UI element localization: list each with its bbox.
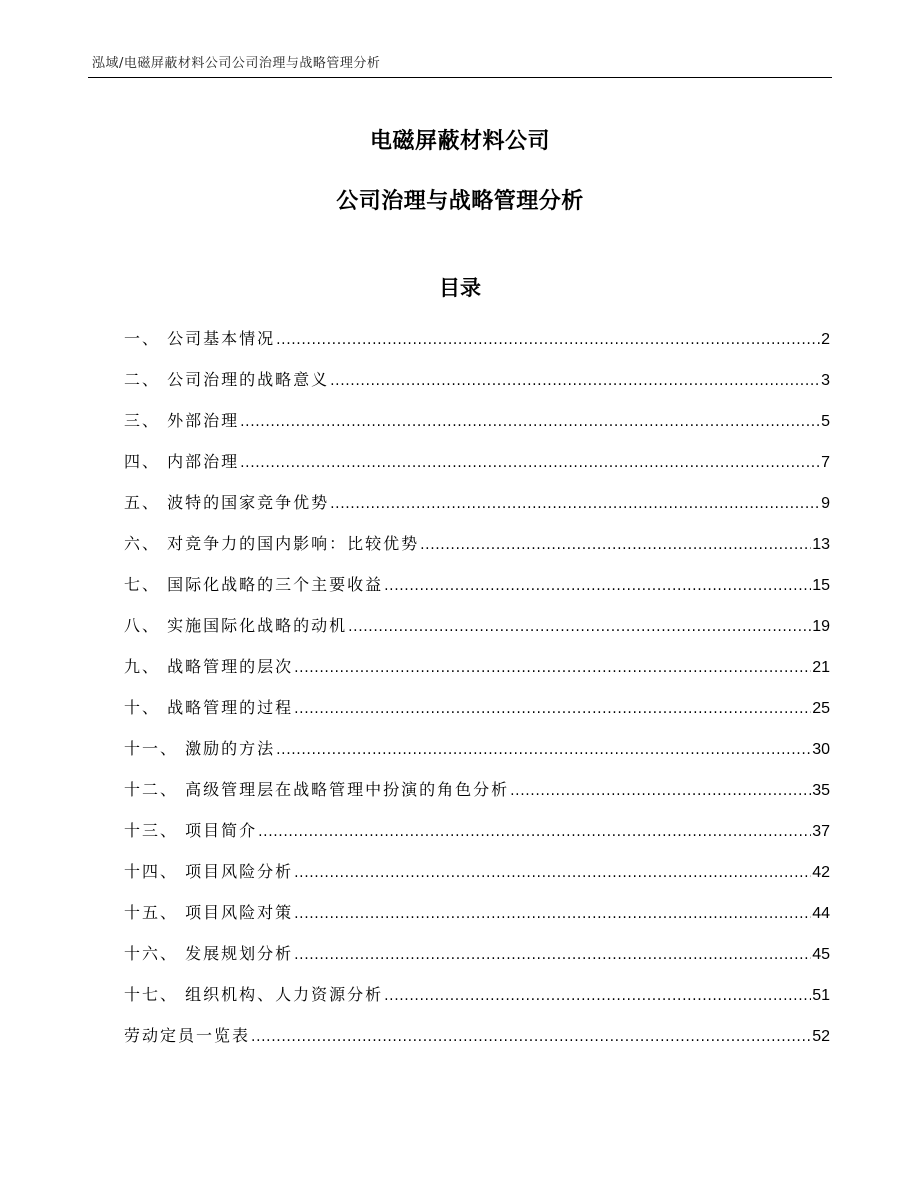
table-of-contents <box>124 325 830 1063</box>
toc-entry-11[interactable] <box>124 735 830 776</box>
toc-dot-leader <box>330 490 820 518</box>
toc-entry-number: 十四、 <box>124 862 186 881</box>
toc-entry-title: 项目风险分析 <box>185 862 294 881</box>
toc-entry-title: 项目简介 <box>185 821 258 840</box>
toc-dot-leader <box>294 900 811 928</box>
toc-entry-page: 19 <box>812 618 830 635</box>
toc-entry-13[interactable] <box>124 817 830 858</box>
toc-dot-leader <box>348 613 811 641</box>
toc-dot-leader <box>510 777 811 805</box>
toc-entry-page: 51 <box>812 987 830 1004</box>
toc-entry-6[interactable] <box>124 530 830 571</box>
toc-entry-page: 2 <box>821 331 830 348</box>
toc-entry-title: 激励的方法 <box>185 739 276 758</box>
toc-entry-title: 波特的国家竞争优势 <box>167 493 330 512</box>
toc-entry-number: 十五、 <box>124 903 186 922</box>
toc-entry-title: 战略管理的过程 <box>167 698 294 717</box>
toc-entry-number: 十、 <box>124 698 168 717</box>
report-title: 公司治理与战略管理分析 <box>336 189 584 214</box>
toc-entry-number: 六、 <box>124 534 168 553</box>
toc-entry-page: 5 <box>821 413 830 430</box>
toc-dot-leader <box>294 654 811 682</box>
toc-entry-2[interactable] <box>124 366 830 407</box>
toc-entry-title: 实施国际化战略的动机 <box>167 616 348 635</box>
toc-entry-number: 五、 <box>124 493 168 512</box>
toc-entry-number: 二、 <box>124 370 168 389</box>
toc-dot-leader <box>294 695 811 723</box>
toc-entry-5[interactable] <box>124 489 830 530</box>
toc-entry-18[interactable] <box>124 1022 830 1063</box>
toc-entry-title: 项目风险对策 <box>185 903 294 922</box>
toc-entry-title: 组织机构、人力资源分析 <box>185 985 384 1004</box>
toc-entry-page: 44 <box>812 905 830 922</box>
toc-entry-title: 劳动定员一览表 <box>124 1026 251 1045</box>
toc-dot-leader <box>276 736 811 764</box>
toc-entry-title: 对竞争力的国内影响：比较优势 <box>167 534 420 553</box>
toc-entry-number: 四、 <box>124 452 168 471</box>
toc-entry-12[interactable] <box>124 776 830 817</box>
toc-entry-page: 7 <box>821 454 830 471</box>
toc-dot-leader <box>420 531 811 559</box>
toc-entry-3[interactable] <box>124 407 830 448</box>
toc-entry-number: 七、 <box>124 575 168 594</box>
toc-entry-page: 25 <box>812 700 830 717</box>
toc-dot-leader <box>294 859 811 887</box>
toc-entry-title: 公司治理的战略意义 <box>167 370 330 389</box>
company-title: 电磁屏蔽材料公司 <box>369 129 550 154</box>
toc-entry-number: 十二、 <box>124 780 186 799</box>
toc-entry-title: 战略管理的层次 <box>167 657 294 676</box>
toc-entry-page: 13 <box>812 536 830 553</box>
toc-entry-7[interactable] <box>124 571 830 612</box>
toc-entry-10[interactable] <box>124 694 830 735</box>
toc-entry-number: 十六、 <box>124 944 186 963</box>
toc-entry-title: 外部治理 <box>167 411 240 430</box>
toc-entry-title: 公司基本情况 <box>167 329 276 348</box>
toc-dot-leader <box>258 818 811 846</box>
toc-entry-number: 十三、 <box>124 821 186 840</box>
toc-dot-leader <box>251 1023 811 1051</box>
toc-dot-leader <box>384 572 811 600</box>
toc-entry-number: 十一、 <box>124 739 186 758</box>
toc-entry-9[interactable] <box>124 653 830 694</box>
toc-entry-8[interactable] <box>124 612 830 653</box>
toc-entry-1[interactable] <box>124 325 830 366</box>
toc-entry-number: 八、 <box>124 616 168 635</box>
toc-entry-page: 21 <box>812 659 830 676</box>
toc-entry-14[interactable] <box>124 858 830 899</box>
toc-dot-leader <box>294 941 811 969</box>
toc-dot-leader <box>276 326 820 354</box>
toc-dot-leader <box>330 367 820 395</box>
toc-dot-leader <box>240 408 820 436</box>
toc-entry-title: 高级管理层在战略管理中扮演的角色分析 <box>185 780 510 799</box>
toc-entry-page: 9 <box>821 495 830 512</box>
toc-entry-number: 十七、 <box>124 985 186 1004</box>
toc-dot-leader <box>384 982 811 1010</box>
toc-entry-16[interactable] <box>124 940 830 981</box>
toc-entry-17[interactable] <box>124 981 830 1022</box>
toc-entry-4[interactable] <box>124 448 830 489</box>
toc-entry-page: 15 <box>812 577 830 594</box>
toc-entry-number: 三、 <box>124 411 168 430</box>
running-header: 泓域/电磁屏蔽材料公司公司治理与战略管理分析 <box>92 56 381 71</box>
toc-entry-page: 45 <box>812 946 830 963</box>
toc-entry-page: 52 <box>812 1028 830 1045</box>
toc-entry-title: 国际化战略的三个主要收益 <box>167 575 384 594</box>
toc-entry-page: 42 <box>812 864 830 881</box>
toc-entry-number: 一、 <box>124 329 168 348</box>
toc-entry-page: 37 <box>812 823 830 840</box>
toc-entry-page: 30 <box>812 741 830 758</box>
toc-dot-leader <box>240 449 820 477</box>
toc-entry-15[interactable] <box>124 899 830 940</box>
toc-entry-title: 内部治理 <box>167 452 240 471</box>
toc-heading: 目录 <box>439 276 481 300</box>
toc-entry-title: 发展规划分析 <box>185 944 294 963</box>
toc-entry-page: 3 <box>821 372 830 389</box>
toc-entry-number: 九、 <box>124 657 168 676</box>
toc-entry-page: 35 <box>812 782 830 799</box>
header-rule <box>88 77 832 78</box>
